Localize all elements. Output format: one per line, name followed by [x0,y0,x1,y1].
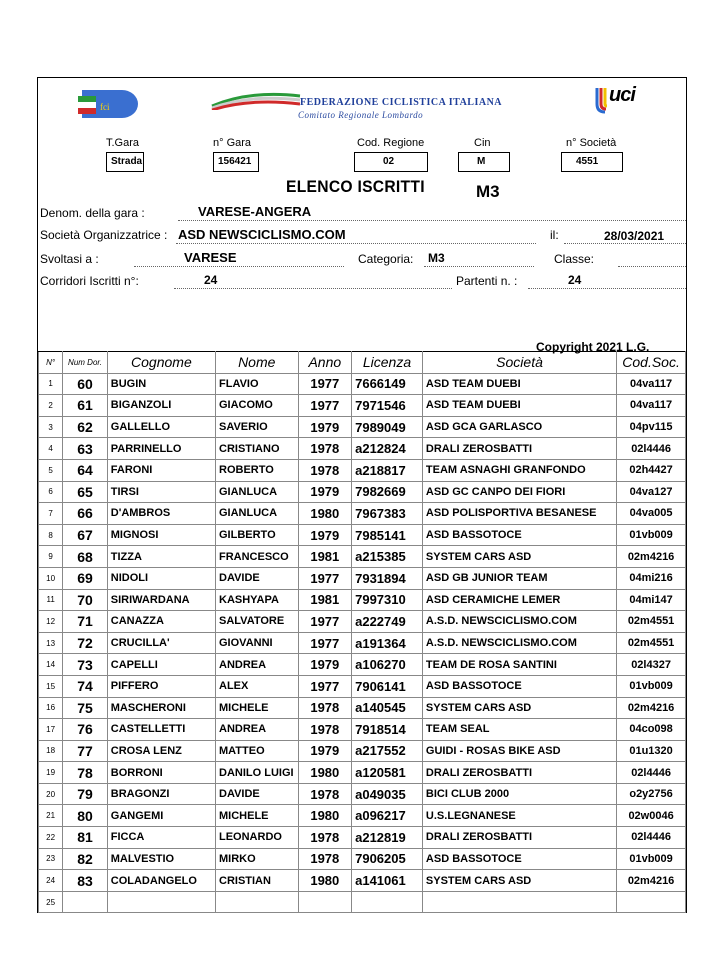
cell-licenza: a217552 [352,740,423,762]
cell-anno: 1979 [298,654,352,676]
cell-n: 22 [39,827,63,849]
cell-dor: 80 [63,805,108,827]
cell-licenza: a215385 [352,546,423,568]
cell-codsoc: 04co098 [617,719,686,741]
cell-codsoc: 01u1320 [617,740,686,762]
cell-societa: ASD POLISPORTIVA BESANESE [422,503,616,525]
cell-cognome: CROSA LENZ [107,740,215,762]
cell-licenza: 7971546 [352,395,423,417]
cell-anno: 1980 [298,503,352,525]
cell-n: 9 [39,546,63,568]
cell-n: 24 [39,870,63,892]
cell-cognome: FARONI [107,459,215,481]
entry-list-sheet [37,77,687,913]
cell-codsoc: 01vb009 [617,524,686,546]
cell-cognome [107,891,215,913]
table-row [39,611,686,633]
table-row [39,675,686,697]
cin-label: Cin [474,137,491,149]
cell-codsoc: 02h4427 [617,459,686,481]
cell-n: 25 [39,891,63,913]
cell-nome: DANILO LUIGI [216,762,299,784]
cell-nome: GIANLUCA [216,481,299,503]
cell-n: 4 [39,438,63,460]
venue-value: VARESE [184,250,237,265]
organizer-line [176,243,536,244]
cell-anno: 1979 [298,740,352,762]
cell-licenza: a120581 [352,762,423,784]
table-row [39,567,686,589]
cell-dor: 77 [63,740,108,762]
cell-dor: 78 [63,762,108,784]
cell-n: 15 [39,675,63,697]
t-gara-label: T.Gara [106,137,140,149]
table-row [39,762,686,784]
cell-n: 10 [39,567,63,589]
table-row [39,459,686,481]
table-row [39,503,686,525]
cell-anno: 1977 [298,395,352,417]
cell-codsoc: 02m4216 [617,546,686,568]
riders-label: Corridori Iscritti n°: [40,274,139,288]
cell-licenza: a140545 [352,697,423,719]
cell-dor: 63 [63,438,108,460]
table-row [39,827,686,849]
venue-label: Svoltasi a : [40,252,99,266]
cell-n: 11 [39,589,63,611]
cell-licenza: 7931894 [352,567,423,589]
cell-anno: 1981 [298,589,352,611]
cell-anno: 1978 [298,783,352,805]
cell-nome: ALEX [216,675,299,697]
cell-codsoc [617,891,686,913]
cell-licenza: a049035 [352,783,423,805]
cell-societa: ASD GC CANPO DEI FIORI [422,481,616,503]
starters-label: Partenti n. : [456,274,518,288]
cell-anno: 1977 [298,675,352,697]
cell-codsoc: o2y2756 [617,783,686,805]
cell-codsoc: 02l4446 [617,827,686,849]
page-title: ELENCO ISCRITTI [286,177,425,196]
cell-licenza [352,891,423,913]
cell-cognome: BIGANZOLI [107,395,215,417]
n-gara-label: n° Gara [213,137,252,149]
entry-table [38,351,686,913]
cell-anno [298,891,352,913]
cell-cognome: NIDOLI [107,567,215,589]
table-row [39,438,686,460]
cell-societa: ASD BASSOTOCE [422,675,616,697]
cell-societa: ASD GCA GARLASCO [422,416,616,438]
cell-societa: ASD CERAMICHE LEMER [422,589,616,611]
cell-societa [422,891,616,913]
cell-anno: 1978 [298,719,352,741]
cell-dor: 64 [63,459,108,481]
cell-societa: A.S.D. NEWSCICLISMO.COM [422,632,616,654]
cell-licenza: 7906141 [352,675,423,697]
cell-societa: ASD GB JUNIOR TEAM [422,567,616,589]
cell-licenza: a096217 [352,805,423,827]
cell-dor: 83 [63,870,108,892]
table-row [39,632,686,654]
regional-committee-logo [74,82,140,122]
cell-nome: DAVIDE [216,567,299,589]
table-row [39,589,686,611]
cell-cognome: CANAZZA [107,611,215,633]
cell-n: 23 [39,848,63,870]
cell-nome: SALVATORE [216,611,299,633]
cell-licenza: 7989049 [352,416,423,438]
cell-codsoc: 04va005 [617,503,686,525]
cell-dor: 61 [63,395,108,417]
cell-cognome: PIFFERO [107,675,215,697]
cell-codsoc: 04va117 [617,373,686,395]
cell-codsoc: 02m4216 [617,870,686,892]
cell-anno: 1978 [298,459,352,481]
riders-value: 24 [204,273,218,287]
table-row [39,416,686,438]
cell-dor: 65 [63,481,108,503]
copyright-note: Copyright 2021 L.G. [536,340,650,354]
cell-nome: GIANLUCA [216,503,299,525]
svg-text:fci: fci [100,102,110,112]
cell-codsoc: 01vb009 [617,675,686,697]
cell-dor: 60 [63,373,108,395]
cell-dor: 68 [63,546,108,568]
cell-licenza: a191364 [352,632,423,654]
cell-n: 17 [39,719,63,741]
cell-dor: 70 [63,589,108,611]
cell-societa: SYSTEM CARS ASD [422,546,616,568]
cell-anno: 1980 [298,805,352,827]
table-row [39,481,686,503]
cod-regione-value: 02 [354,152,428,172]
cin-value: M [458,152,510,172]
cell-nome: SAVERIO [216,416,299,438]
cell-codsoc: 02l4446 [617,438,686,460]
cell-codsoc: 04pv115 [617,416,686,438]
classe-label: Classe: [554,252,595,266]
cell-cognome: D'AMBROS [107,503,215,525]
cell-societa: DRALI ZEROSBATTI [422,827,616,849]
cell-societa: SYSTEM CARS ASD [422,697,616,719]
cell-n: 2 [39,395,63,417]
cell-cognome: COLADANGELO [107,870,215,892]
cell-codsoc: 02l4446 [617,762,686,784]
cell-anno: 1977 [298,373,352,395]
cell-licenza: a106270 [352,654,423,676]
table-row [39,783,686,805]
cell-cognome: BUGIN [107,373,215,395]
cell-dor: 82 [63,848,108,870]
tricolor-swoosh [210,88,302,110]
cell-n: 16 [39,697,63,719]
cell-codsoc: 02l4327 [617,654,686,676]
federation-header [210,88,530,118]
cell-dor: 66 [63,503,108,525]
cell-n: 3 [39,416,63,438]
cell-codsoc: 04va127 [617,481,686,503]
cell-nome: MIRKO [216,848,299,870]
cell-n: 5 [39,459,63,481]
cell-licenza: a212824 [352,438,423,460]
cell-nome: FRANCESCO [216,546,299,568]
date-label: il: [550,228,559,242]
cell-societa: ASD TEAM DUEBI [422,373,616,395]
starters-value: 24 [568,273,582,287]
cell-societa: U.S.LEGNANESE [422,805,616,827]
cell-nome: GILBERTO [216,524,299,546]
classe-line [618,266,686,267]
cell-cognome: SIRIWARDANA [107,589,215,611]
cell-licenza: 7982669 [352,481,423,503]
cell-dor: 79 [63,783,108,805]
categoria-label: Categoria: [358,252,414,266]
cell-nome: GIACOMO [216,395,299,417]
cell-n: 8 [39,524,63,546]
cell-licenza: a222749 [352,611,423,633]
cell-n: 6 [39,481,63,503]
cell-nome: CRISTIANO [216,438,299,460]
cell-n: 18 [39,740,63,762]
cell-dor: 74 [63,675,108,697]
cell-cognome: MALVESTIO [107,848,215,870]
table-row [39,524,686,546]
cell-n: 1 [39,373,63,395]
race-name-label: Denom. della gara : [40,206,145,220]
cell-dor: 69 [63,567,108,589]
t-gara-value: Strada [106,152,144,172]
cell-codsoc: 01vb009 [617,848,686,870]
cell-anno: 1977 [298,611,352,633]
cell-societa: SYSTEM CARS ASD [422,870,616,892]
cell-codsoc: 04va117 [617,395,686,417]
cell-licenza: 7967383 [352,503,423,525]
cell-dor: 62 [63,416,108,438]
committee-name: Comitato Regionale Lombardo [298,110,424,120]
cell-n: 12 [39,611,63,633]
cell-codsoc: 04mi216 [617,567,686,589]
table-row [39,848,686,870]
col-societa-header: Società [422,352,616,374]
cell-dor: 71 [63,611,108,633]
cell-anno: 1977 [298,632,352,654]
col-codsoc-header: Cod.Soc. [617,352,686,374]
cell-licenza: a218817 [352,459,423,481]
starters-line [528,288,686,289]
categoria-line [424,266,534,267]
cell-nome: ANDREA [216,654,299,676]
cell-n: 19 [39,762,63,784]
cell-n: 14 [39,654,63,676]
cell-licenza: 7918514 [352,719,423,741]
cell-licenza: 7985141 [352,524,423,546]
n-societa-value: 4551 [561,152,623,172]
cell-codsoc: 02w0046 [617,805,686,827]
cell-cognome: TIZZA [107,546,215,568]
cell-nome: LEONARDO [216,827,299,849]
table-row [39,805,686,827]
n-societa-label: n° Società [566,137,617,149]
organizer-label: Società Organizzatrice : [40,228,168,242]
cell-societa: ASD BASSOTOCE [422,848,616,870]
organizer-value: ASD NEWSCICLISMO.COM [178,227,346,242]
cell-nome: ROBERTO [216,459,299,481]
cell-licenza: a212819 [352,827,423,849]
cell-dor: 76 [63,719,108,741]
cell-cognome: FICCA [107,827,215,849]
table-row [39,719,686,741]
cell-dor: 67 [63,524,108,546]
cell-codsoc: 04mi147 [617,589,686,611]
cell-anno: 1979 [298,481,352,503]
cell-societa: TEAM DE ROSA SANTINI [422,654,616,676]
cell-cognome: BORRONI [107,762,215,784]
cell-anno: 1978 [298,697,352,719]
cell-societa: BICI CLUB 2000 [422,783,616,805]
cell-nome [216,891,299,913]
uci-text: uci [609,84,635,106]
cell-codsoc: 02m4216 [617,697,686,719]
date-line [564,243,686,244]
cell-dor [63,891,108,913]
cell-cognome: CASTELLETTI [107,719,215,741]
cell-societa: TEAM SEAL [422,719,616,741]
cell-societa: ASD TEAM DUEBI [422,395,616,417]
cell-nome: MICHELE [216,805,299,827]
cell-anno: 1980 [298,762,352,784]
cod-regione-label: Cod. Regione [357,137,425,149]
federation-name: FEDERAZIONE CICLISTICA ITALIANA [300,97,503,108]
table-row [39,373,686,395]
cell-dor: 73 [63,654,108,676]
table-row [39,870,686,892]
cell-nome: MICHELE [216,697,299,719]
race-name-value: VARESE-ANGERA [198,204,312,219]
cell-nome: FLAVIO [216,373,299,395]
cell-societa: TEAM ASNAGHI GRANFONDO [422,459,616,481]
table-row [39,395,686,417]
cell-nome: GIOVANNI [216,632,299,654]
cell-anno: 1979 [298,524,352,546]
cell-dor: 75 [63,697,108,719]
venue-line [134,266,344,267]
cell-nome: ANDREA [216,719,299,741]
cell-nome: MATTEO [216,740,299,762]
cell-anno: 1981 [298,546,352,568]
table-row [39,740,686,762]
cell-societa: A.S.D. NEWSCICLISMO.COM [422,611,616,633]
cell-cognome: MASCHERONI [107,697,215,719]
cell-nome: KASHYAPA [216,589,299,611]
table-row [39,697,686,719]
cell-anno: 1978 [298,438,352,460]
cell-anno: 1979 [298,416,352,438]
cell-n: 21 [39,805,63,827]
cell-dor: 72 [63,632,108,654]
cell-licenza: 7666149 [352,373,423,395]
col-anno-header: Anno [298,352,352,374]
riders-line [174,288,452,289]
cell-licenza: a141061 [352,870,423,892]
cell-dor: 81 [63,827,108,849]
cell-n: 20 [39,783,63,805]
cell-societa: DRALI ZEROSBATTI [422,762,616,784]
n-gara-value: 156421 [213,152,259,172]
table-header-row [39,352,686,374]
cell-n: 13 [39,632,63,654]
cell-cognome: TIRSI [107,481,215,503]
cell-licenza: 7906205 [352,848,423,870]
cell-anno: 1978 [298,827,352,849]
cell-anno: 1977 [298,567,352,589]
cell-societa: ASD BASSOTOCE [422,524,616,546]
col-cognome-header: Cognome [107,352,215,374]
cell-cognome: CAPELLI [107,654,215,676]
table-row [39,654,686,676]
cell-codsoc: 02m4551 [617,632,686,654]
cell-n: 7 [39,503,63,525]
cell-cognome: BRAGONZI [107,783,215,805]
cell-cognome: GALLELLO [107,416,215,438]
cell-codsoc: 02m4551 [617,611,686,633]
cell-anno: 1978 [298,848,352,870]
cell-societa: GUIDI - ROSAS BIKE ASD [422,740,616,762]
col-licenza-header: Licenza [352,352,423,374]
col-n-header: N° [39,352,63,374]
table-row [39,891,686,913]
cell-licenza: 7997310 [352,589,423,611]
cell-societa: DRALI ZEROSBATTI [422,438,616,460]
cell-cognome: PARRINELLO [107,438,215,460]
cell-anno: 1980 [298,870,352,892]
table-body [39,373,686,913]
col-dor-header: Num Dor. [63,352,108,374]
category-title: M3 [476,182,500,201]
cell-cognome: CRUCILLA' [107,632,215,654]
cell-nome: DAVIDE [216,783,299,805]
cell-cognome: GANGEMI [107,805,215,827]
date-value: 28/03/2021 [604,229,665,243]
cell-nome: CRISTIAN [216,870,299,892]
cell-cognome: MIGNOSI [107,524,215,546]
table-row [39,546,686,568]
col-nome-header: Nome [216,352,299,374]
categoria-value: M3 [428,251,445,265]
uci-logo [589,82,659,116]
race-name-line [178,220,686,221]
